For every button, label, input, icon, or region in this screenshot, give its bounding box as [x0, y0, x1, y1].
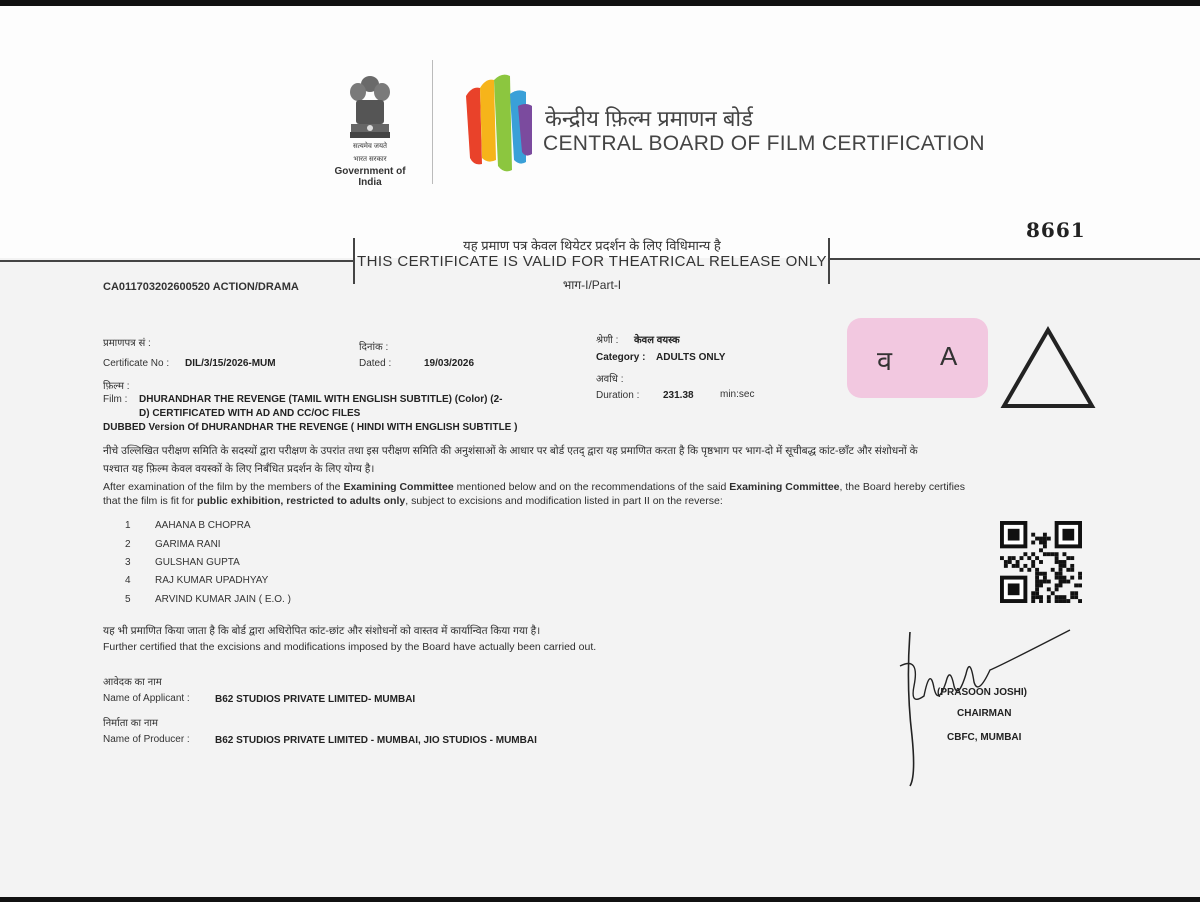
category-label-hindi: श्रेणी : — [596, 335, 619, 346]
further-certified-english: Further certified that the excisions and modifications imposed by the Board have actually been carried out. — [103, 641, 597, 653]
committee-num: 4 — [125, 575, 131, 586]
triangle-icon — [1000, 326, 1096, 410]
board-name-hindi: केन्द्रीय फ़िल्म प्रमाणन बोर्ड — [545, 106, 753, 131]
applicant-label-hindi: आवेदक का नाम — [103, 677, 162, 688]
qr-code-icon — [1000, 521, 1082, 607]
rating-letter: A — [940, 341, 958, 371]
committee-num: 1 — [125, 520, 131, 531]
committee-member: RAJ KUMAR UPADHYAY — [155, 575, 269, 586]
duration-label-hindi: अवधि : — [596, 374, 624, 385]
emblem-country-hindi: भारत सरकार — [353, 156, 387, 163]
applicant-label: Name of Applicant : — [103, 693, 190, 704]
emblem-country: Government of India — [334, 166, 406, 188]
category-value-hindi: केवल वयस्क — [634, 335, 680, 346]
declaration-hindi-line2: पश्चात यह फ़िल्म केवल वयस्कों के लिए निर्बंधित प्रदर्शन के लिए योग्य है। — [103, 463, 375, 475]
validity-notice-hindi: यह प्रमाण पत्र केवल थियेटर प्रदर्शन के लिए विधिमान्य है — [463, 238, 721, 253]
bottom-border — [0, 897, 1200, 902]
emblem-motto: सत्यमेव जयते — [352, 143, 388, 150]
film-title-line1: DHURANDHAR THE REVENGE (TAMIL WITH ENGLISH SUBTITLE) (Color) (2- — [139, 394, 503, 405]
date-label: Dated : — [359, 358, 392, 369]
producer-label-hindi: निर्माता का नाम — [103, 718, 158, 729]
committee-num: 5 — [125, 594, 131, 605]
board-name-english: CENTRAL BOARD OF FILM CERTIFICATION — [543, 132, 985, 155]
rating-badge — [847, 318, 988, 398]
signatory-title: CHAIRMAN — [957, 708, 1012, 719]
top-border — [0, 0, 1200, 6]
certificate-no-label-hindi: प्रमाणपत्र सं : — [103, 338, 151, 349]
dubbed-version: DUBBED Version Of DHURANDHAR THE REVENGE ( HINDI WITH ENGLISH SUBTITLE ) — [103, 422, 518, 433]
committee-num: 2 — [125, 539, 131, 550]
duration-value: 231.38 — [663, 390, 694, 401]
committee-member: AAHANA B CHOPRA — [155, 520, 251, 531]
film-label-hindi: फ़िल्म : — [103, 381, 130, 392]
declaration-english-line2: that the film is fit for public exhibition, restricted to adults only, subject to excisions and modification listed in part II on the reverse: — [103, 495, 723, 507]
certificate-no-value: DIL/3/15/2026-MUM — [185, 358, 276, 369]
serial-number: 8661 — [1026, 218, 1086, 242]
date-label-hindi: दिनांक : — [359, 342, 389, 353]
notice-rule-right — [829, 258, 1200, 260]
certificate-code: CA011703202600520 ACTION/DRAMA — [103, 281, 299, 293]
national-emblem-icon — [342, 70, 398, 166]
duration-unit: min:sec — [720, 389, 755, 400]
further-certified-hindi: यह भी प्रमाणित किया जाता है कि बोर्ड द्वारा अधिरोपित कांट-छांट और संशोधनों को वास्तव में कार्यान्वित किया गया है। — [103, 625, 541, 637]
applicant-value: B62 STUDIOS PRIVATE LIMITED- MUMBAI — [215, 694, 416, 705]
header-divider — [432, 60, 433, 184]
declaration-hindi-line1: नीचे उल्लिखित परीक्षण समिति के सदस्यों द्वारा परीक्षण के उपरांत तथा इस परीक्षण समिति की अनुशंसाओं के आधार पर बोर्ड एतद् द्वारा यह प्रमाणित करता है कि पृष्ठभाग पर भाग-दो में सूचीबद्ध कांट-छाँट और संशोधनों के — [103, 445, 918, 457]
committee-num: 3 — [125, 557, 131, 568]
committee-member: GULSHAN GUPTA — [155, 557, 240, 568]
declaration-english-line1: After examination of the film by the members of the Examining Committee mentioned below and on the recommendations of the said Examining Committee, the Board hereby certifies — [103, 481, 966, 493]
signatory-office: CBFC, MUMBAI — [947, 732, 1022, 743]
film-title-line2: D) CERTIFICATED WITH AD AND CC/OC FILES — [139, 408, 361, 419]
notice-rule-left — [0, 260, 355, 262]
duration-label: Duration : — [596, 390, 640, 401]
film-label: Film : — [103, 394, 128, 405]
certificate-part: भाग-I/Part-I — [562, 278, 622, 292]
producer-label: Name of Producer : — [103, 734, 190, 745]
category-value: ADULTS ONLY — [656, 352, 726, 363]
certificate-no-label: Certificate No : — [103, 358, 170, 369]
signatory-name: (PRASOON JOSHI) — [937, 687, 1028, 698]
committee-member: GARIMA RANI — [155, 539, 221, 550]
producer-value: B62 STUDIOS PRIVATE LIMITED - MUMBAI, JIO STUDIOS - MUMBAI — [215, 735, 537, 746]
category-label: Category : — [596, 352, 646, 363]
committee-member: ARVIND KUMAR JAIN ( E.O. ) — [155, 594, 291, 605]
cbfc-logo-icon — [462, 66, 534, 178]
date-value: 19/03/2026 — [424, 358, 475, 369]
rating-hindi: व — [877, 346, 893, 376]
validity-notice-english: THIS CERTIFICATE IS VALID FOR THEATRICAL RELEASE ONLY — [357, 253, 827, 270]
